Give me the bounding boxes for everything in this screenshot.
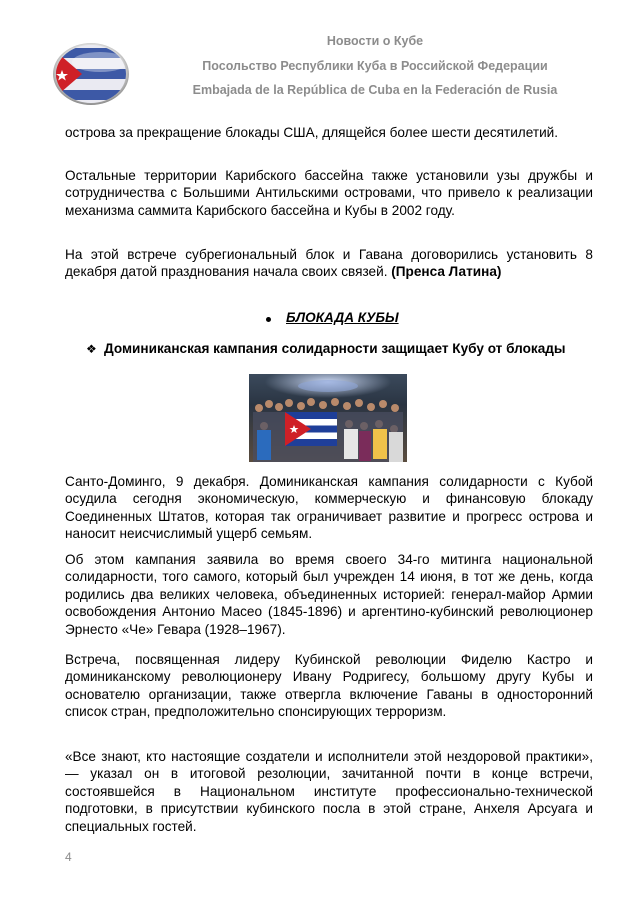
paragraph-7: «Все знают, кто настоящие создатели и исполнители этой нездоровой практики», — указал он в итоговой резолюции, зачитанной почти в конце встречи, состоявшейся в Национальном институте профессионально-технической подготовки, в присутствии кубинского посла в этой стране, Анхеля Арсуага и специальных гостей. xyxy=(65,749,593,834)
section-title: БЛОКАДА КУБЫ xyxy=(286,310,399,325)
cuban-flag-circle-icon xyxy=(52,42,130,106)
page-number: 4 xyxy=(65,850,72,864)
paragraph-2: Остальные территории Карибского бассейна также установили узы дружбы и сотрудничества с Большими Антильскими островами, что привело к реализации механизма саммита Карибского бассейна и Кубы в 2002 году. xyxy=(65,168,593,218)
paragraph-4: Санто-Доминго, 9 декабря. Доминиканская кампания солидарности с Кубой осудила сегодня экономическую, коммерческую и финансовую блокаду Соединенных Штатов, которая так ограничивает развитие и прогресс острова и наносит неисчислимый ущерб семьям. xyxy=(65,474,593,542)
paragraph-5: Об этом кампания заявила во время своего 34-го митинга национальной солидарности, того самого, который был учрежден 14 июня, в тот же день, когда родились два великих человека, объединенных историей: генерал-майор Армии освобождения Антонио Масео (1845-1896) и аргентино-кубинский революционер Эрнесто «Че» Гевара (1928–1967). xyxy=(65,552,593,637)
article-subheading xyxy=(86,340,593,376)
bullet-icon xyxy=(266,317,271,322)
diamond-bullet-icon: ❖ xyxy=(86,342,97,356)
paragraph-1: острова за прекращение блокады США, длящейся более шести десятилетий. xyxy=(65,125,559,140)
paragraph-6: Встреча, посвященная лидеру Кубинской революции Фиделю Кастро и доминиканскому революционеру Ивану Родригесу, большому другу Кубы и основателю организации, также отвергла включение Гаваны в односторонний список стран, предположительно спонсирующих терроризм. xyxy=(65,652,593,720)
event-photo xyxy=(249,374,407,462)
header-embassy-es: Embajada de la República de Cuba en la Federación de Rusia xyxy=(192,83,558,97)
paragraph-3 xyxy=(65,246,593,281)
header-embassy-ru: Посольство Республики Куба в Российской Федерации xyxy=(202,59,548,73)
section-heading xyxy=(0,309,642,329)
paragraph-3-text: На этой встрече субрегиональный блок и Гавана договорились установить 8 декабря датой празднования начала своих связей. xyxy=(65,247,593,280)
article-title: Доминиканская кампания солидарности защищает Кубу от блокады xyxy=(104,341,566,356)
header-title: Новости о Кубе xyxy=(326,34,424,48)
source-attribution: (Пренса Латина) xyxy=(391,264,502,280)
